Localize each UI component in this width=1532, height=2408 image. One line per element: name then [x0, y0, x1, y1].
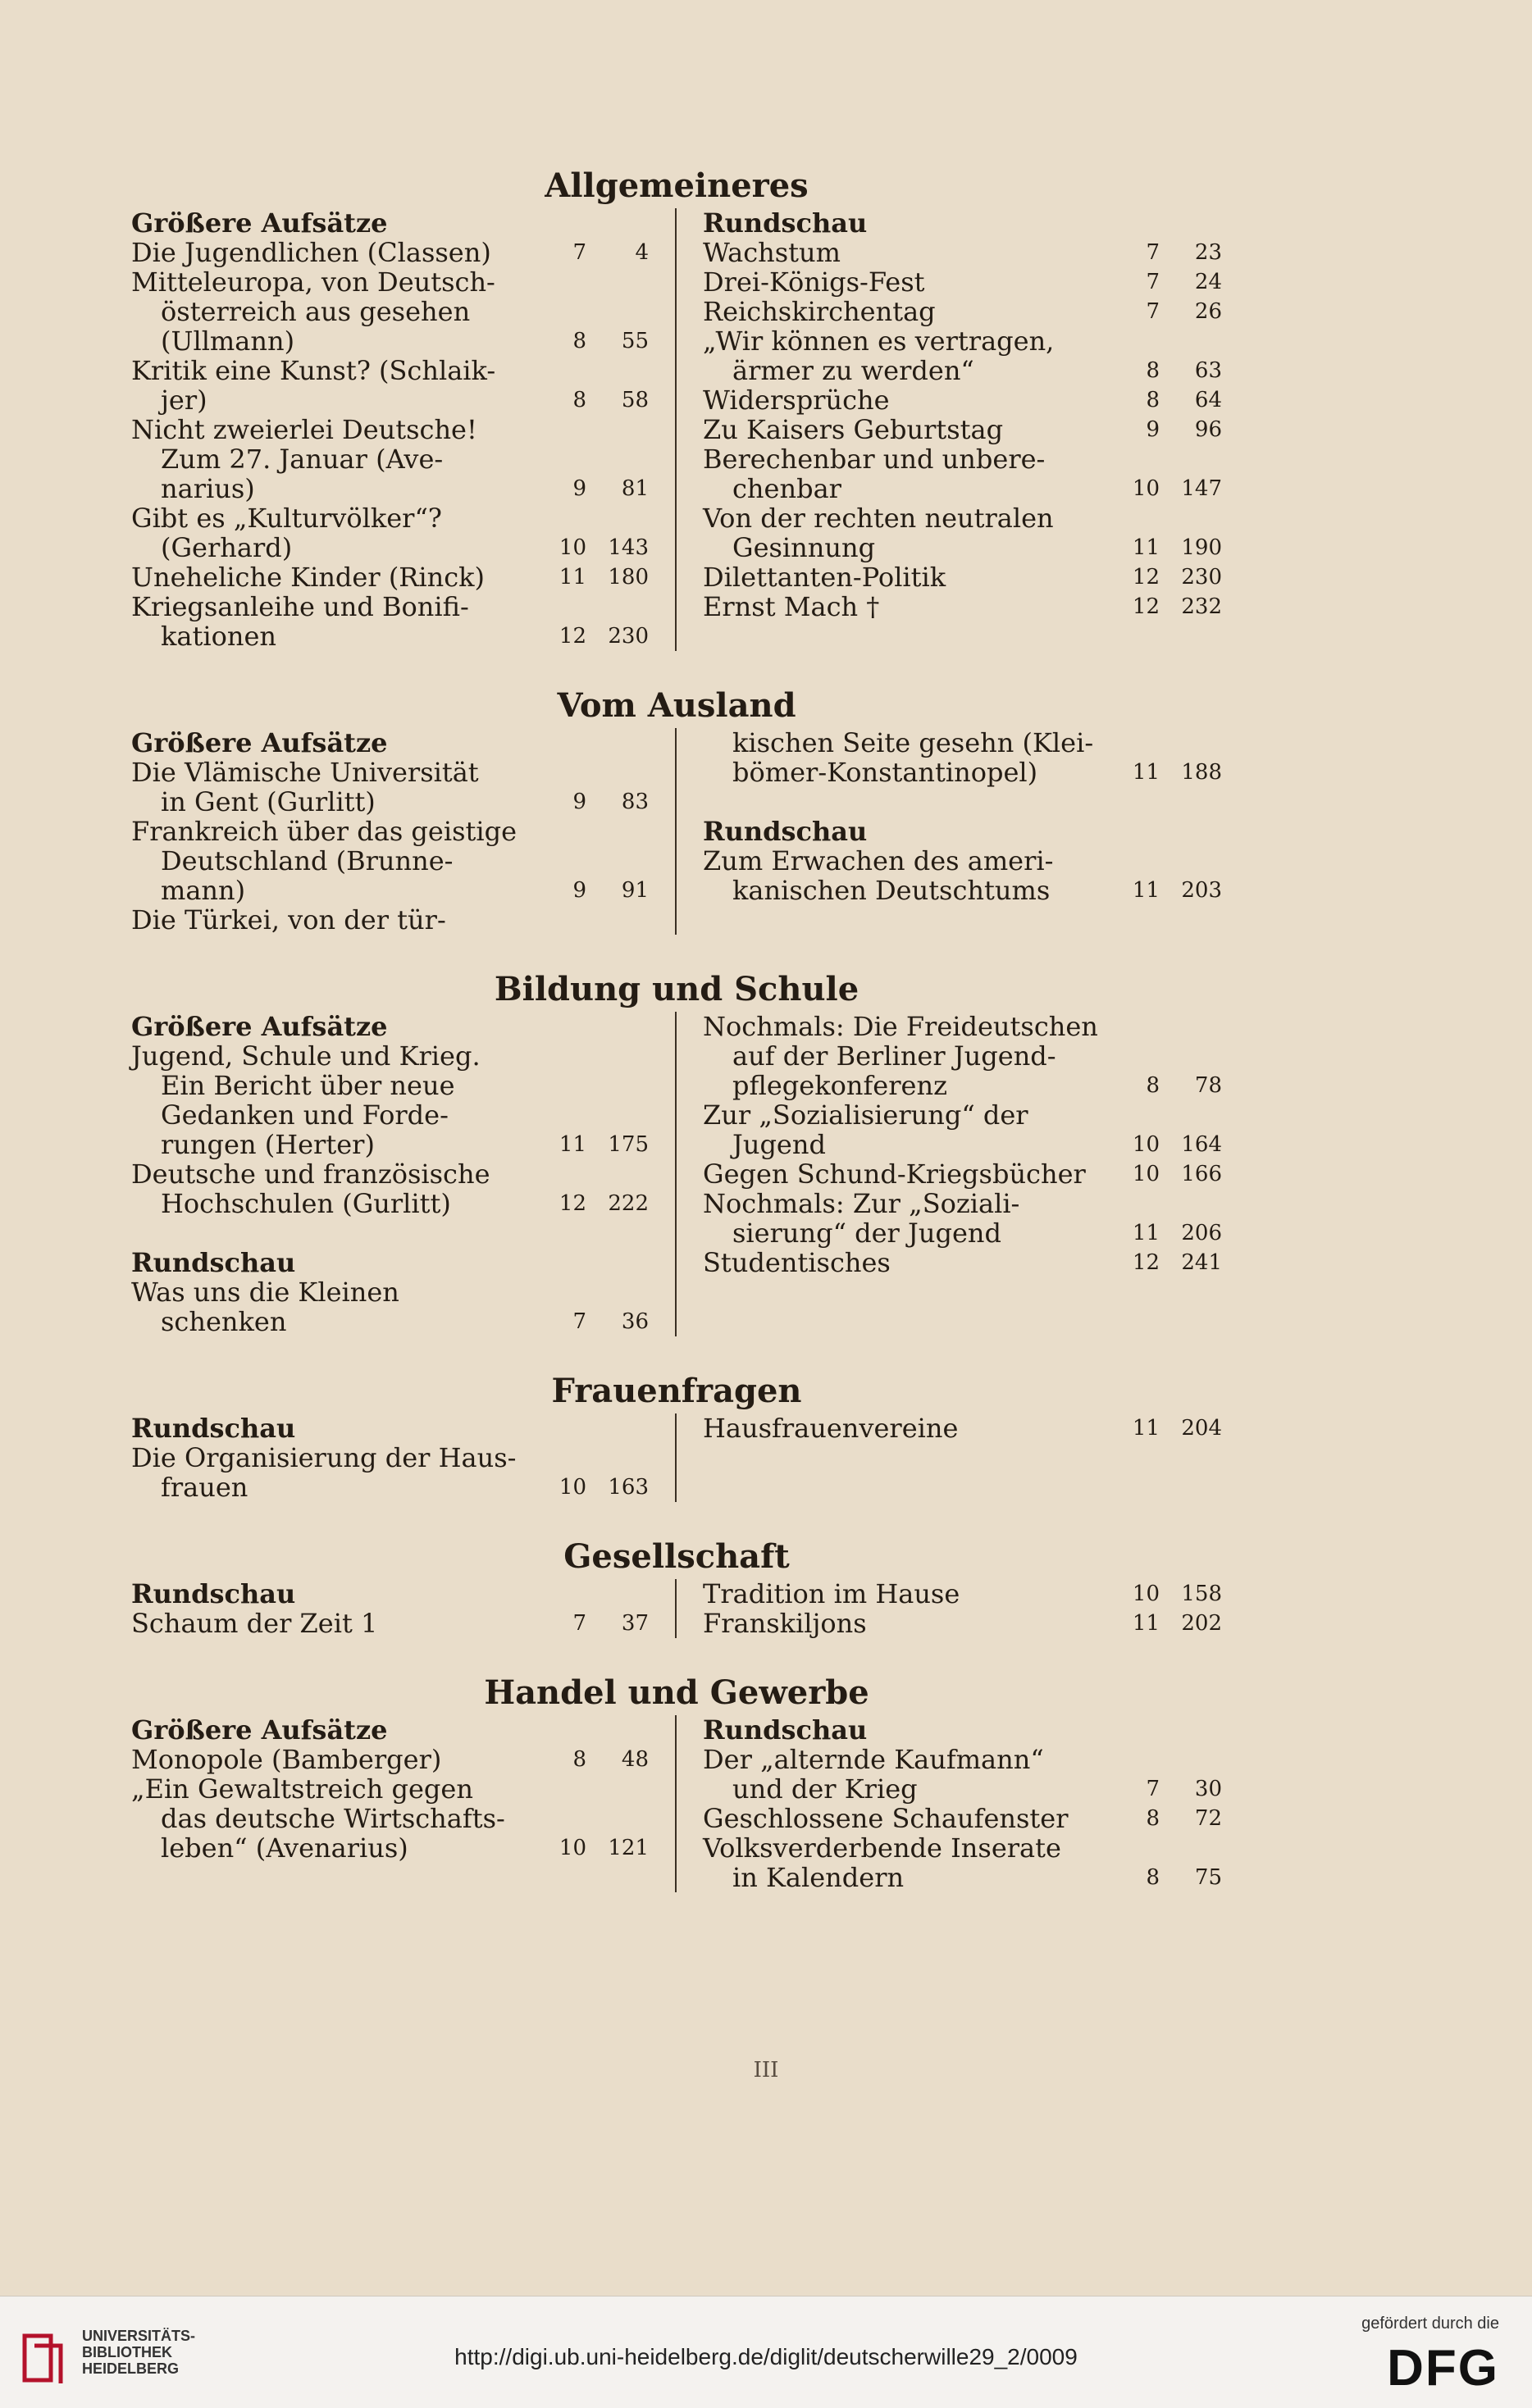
entry-title-line: rungen (Herter) — [161, 1129, 375, 1160]
right-column — [677, 1715, 1222, 1892]
entry-title — [131, 758, 540, 817]
entry-title — [703, 1248, 1114, 1277]
entry-title — [131, 415, 540, 503]
page-number: 241 — [1181, 1250, 1222, 1275]
toc-entry[interactable] — [131, 1159, 649, 1218]
issue-number: 12 — [559, 1191, 586, 1216]
issue-number: 8 — [1146, 1865, 1160, 1890]
toc-entry[interactable] — [703, 1413, 1222, 1443]
page-number: 78 — [1194, 1073, 1222, 1098]
entry-title — [703, 562, 1114, 592]
toc-section — [131, 684, 1222, 935]
issue-number: 9 — [572, 476, 586, 501]
entry-title-line: Reichskirchentag — [703, 296, 936, 327]
toc-entry[interactable] — [703, 238, 1222, 267]
issue-number: 12 — [559, 624, 586, 649]
entry-title-line: Wachstum — [703, 237, 841, 268]
toc-entry[interactable] — [703, 1248, 1222, 1277]
entry-title-line: Schaum der Zeit 1 — [131, 1608, 378, 1639]
entry-title-line: pflegekonferenz — [732, 1070, 947, 1101]
toc-entry[interactable] — [703, 1012, 1222, 1100]
entry-title-line: jer) — [161, 385, 207, 416]
entry-title-line: Tradition im Hause — [703, 1578, 960, 1609]
issue-number: 7 — [1146, 270, 1160, 294]
spacer — [131, 1218, 649, 1248]
entry-title — [703, 503, 1114, 562]
entry-title — [131, 1041, 540, 1159]
page-folio: III — [753, 2058, 779, 2083]
page-number: 230 — [608, 624, 649, 649]
entry-title — [703, 326, 1114, 385]
right-column — [677, 208, 1222, 651]
subsection-heading: Größere Aufsätze — [131, 207, 388, 239]
page-number: 4 — [635, 240, 649, 265]
section-columns — [131, 208, 1222, 651]
page-number: 121 — [608, 1836, 649, 1860]
issue-number: 11 — [1132, 1416, 1160, 1441]
entry-title — [131, 267, 540, 356]
toc-entry[interactable] — [703, 267, 1222, 297]
section-columns — [131, 728, 1222, 935]
entry-title-line: schenken — [161, 1306, 287, 1337]
subsection-heading: Rundschau — [703, 207, 868, 239]
section-title: Bildung und Schule — [494, 970, 859, 1008]
toc-entry[interactable] — [131, 1443, 649, 1502]
sponsor-caption: gefördert durch die — [1361, 2315, 1499, 2333]
entry-title-line: Jugend — [732, 1129, 826, 1160]
entry-title — [131, 1443, 540, 1502]
toc-section — [131, 1535, 1222, 1638]
page-number: 37 — [621, 1611, 649, 1636]
toc-entry[interactable] — [131, 503, 649, 562]
institution-line: UNIVERSITÄTS- — [82, 2328, 196, 2344]
toc-entry[interactable] — [131, 1041, 649, 1159]
entry-title-line: Gibt es „Kulturvölker“? — [131, 503, 442, 534]
page-number: 30 — [1194, 1777, 1222, 1801]
page-number: 24 — [1194, 270, 1222, 294]
entry-title — [703, 385, 1114, 415]
entry-title-line: Der „alternde Kaufmann“ — [703, 1744, 1044, 1775]
issue-number: 7 — [1146, 1777, 1160, 1801]
entry-title-line: Gesinnung — [732, 532, 876, 563]
toc-entry[interactable] — [131, 905, 649, 935]
toc-entry[interactable] — [131, 592, 649, 651]
toc-entry[interactable] — [703, 415, 1222, 444]
entry-title — [131, 1277, 540, 1336]
section-title: Frauenfragen — [551, 1372, 802, 1410]
entry-title-line: „Ein Gewaltstreich gegen — [131, 1773, 473, 1805]
entry-title-line: leben“ (Avenarius) — [161, 1832, 408, 1864]
issue-number: 8 — [1146, 1073, 1160, 1098]
entry-title-line: Gedanken und Forde- — [161, 1099, 449, 1131]
entry-title-line: Gegen Schund-Kriegsbücher — [703, 1158, 1086, 1190]
page-number: 232 — [1181, 594, 1222, 619]
institution-line: BIBLIOTHEK — [82, 2344, 172, 2360]
entry-title-line: und der Krieg — [732, 1773, 918, 1805]
left-column — [131, 1579, 677, 1638]
page-number: 64 — [1194, 388, 1222, 412]
issue-number: 11 — [1132, 1611, 1160, 1636]
toc-entry[interactable] — [131, 1774, 649, 1863]
page-number: 96 — [1194, 417, 1222, 442]
section-columns — [131, 1012, 1222, 1336]
issue-number: 8 — [1146, 358, 1160, 383]
entry-title — [703, 846, 1114, 905]
page-number: 203 — [1181, 878, 1222, 903]
entry-title — [703, 415, 1114, 444]
entry-title — [703, 267, 1114, 297]
entry-title — [131, 1609, 540, 1638]
entry-title — [131, 1159, 540, 1218]
entry-title-line: Uneheliche Kinder (Rinck) — [131, 562, 486, 593]
page-number: 158 — [1181, 1582, 1222, 1606]
entry-title-line: österreich aus gesehen — [161, 296, 471, 327]
section-columns — [131, 1579, 1222, 1638]
entry-title-line: Hochschulen (Gurlitt) — [161, 1188, 451, 1219]
entry-title-line: Kriegsanleihe und Bonifi- — [131, 591, 469, 622]
toc-entry[interactable] — [131, 758, 649, 817]
issue-number: 10 — [559, 535, 586, 560]
entry-title-line: „Wir können es vertragen, — [703, 325, 1055, 357]
toc-entry[interactable] — [703, 1100, 1222, 1159]
entry-title-line: Was uns die Kleinen — [131, 1277, 399, 1308]
entry-title-line: Jugend, Schule und Krieg. — [131, 1040, 481, 1072]
section-title: Gesellschaft — [563, 1537, 790, 1576]
page-number: 230 — [1181, 565, 1222, 589]
page-number: 36 — [621, 1309, 649, 1334]
entry-title-line: kischen Seite gesehn (Klei- — [732, 727, 1094, 758]
entry-title — [703, 1159, 1114, 1189]
entry-title-line: Zum Erwachen des ameri- — [703, 845, 1054, 876]
entry-title-line: kationen — [161, 621, 276, 652]
entry-title-line: Die Jugendlichen (Classen) — [131, 237, 491, 268]
issue-number: 9 — [572, 790, 586, 814]
page-number: 222 — [608, 1191, 649, 1216]
entry-title — [703, 1100, 1114, 1159]
entry-title — [703, 297, 1114, 326]
page-number: 75 — [1194, 1865, 1222, 1890]
entry-title — [131, 1774, 540, 1863]
entry-title-line: Nochmals: Die Freideutschen — [703, 1011, 1098, 1042]
entry-title — [131, 356, 540, 415]
entry-title — [703, 238, 1114, 267]
subsection-heading: Rundschau — [131, 1247, 296, 1278]
permalink-url[interactable]: http://digi.ub.uni-heidelberg.de/diglit/deutscherwille29_2/0009 — [454, 2344, 1078, 2369]
issue-number: 12 — [1132, 1250, 1160, 1275]
page-number: 204 — [1181, 1416, 1222, 1441]
viewer-footer — [0, 2296, 1532, 2408]
page-number: 163 — [608, 1475, 649, 1500]
issue-number: 8 — [1146, 1806, 1160, 1831]
entry-title-line: Franskiljons — [703, 1608, 867, 1639]
entry-title — [703, 1804, 1114, 1833]
page-number: 164 — [1181, 1132, 1222, 1157]
entry-title-line: sierung“ der Jugend — [732, 1218, 1001, 1249]
issue-number: 9 — [572, 878, 586, 903]
page-number: 175 — [608, 1132, 649, 1157]
page-number: 166 — [1181, 1162, 1222, 1186]
subsection-heading: Rundschau — [131, 1413, 296, 1444]
entry-title-line: Mitteleuropa, von Deutsch- — [131, 266, 495, 298]
issue-number: 7 — [1146, 240, 1160, 265]
page-number: 180 — [608, 565, 649, 589]
page-number: 143 — [608, 535, 649, 560]
toc-entry[interactable] — [131, 1277, 649, 1336]
page-number: 81 — [621, 476, 649, 501]
issue-number: 11 — [559, 1132, 586, 1157]
toc-entry[interactable] — [131, 1745, 649, 1774]
toc-entry[interactable] — [131, 356, 649, 415]
issue-number: 8 — [572, 1747, 586, 1772]
page-number: 91 — [621, 878, 649, 903]
issue-number: 7 — [1146, 299, 1160, 324]
entry-title-line: das deutsche Wirtschafts- — [161, 1803, 505, 1834]
entry-title-line: in Gent (Gurlitt) — [161, 786, 376, 817]
entry-title-line: kanischen Deutschtums — [732, 875, 1051, 906]
page-number: 202 — [1181, 1611, 1222, 1636]
entry-title-line: narius) — [161, 473, 255, 504]
toc-entry[interactable] — [703, 1833, 1222, 1892]
entry-title-line: (Ullmann) — [161, 325, 295, 357]
entry-title — [703, 444, 1114, 503]
toc-entry[interactable] — [131, 1609, 649, 1638]
entry-title — [703, 1012, 1114, 1100]
page-number: 72 — [1194, 1806, 1222, 1831]
issue-number: 10 — [1132, 1132, 1160, 1157]
entry-title-line: chenbar — [732, 473, 841, 504]
entry-title-line: frauen — [161, 1472, 248, 1503]
page-number: 58 — [621, 388, 649, 412]
entry-title — [703, 1609, 1114, 1638]
entry-title-line: auf der Berliner Jugend- — [732, 1040, 1056, 1072]
issue-number: 11 — [1132, 878, 1160, 903]
left-column — [131, 208, 677, 651]
issue-number: 11 — [559, 565, 586, 589]
entry-title-line: Monopole (Bamberger) — [131, 1744, 442, 1775]
toc-entry[interactable] — [703, 1189, 1222, 1248]
section-columns — [131, 1413, 1222, 1502]
entry-title — [703, 1189, 1114, 1248]
left-column — [131, 1715, 677, 1892]
dfg-logo[interactable]: DFG — [1387, 2340, 1499, 2397]
table-of-contents — [131, 164, 1222, 1892]
entry-title-line: Zur „Sozialisierung“ der — [703, 1099, 1028, 1131]
entry-title — [131, 503, 540, 562]
issue-number: 10 — [1132, 1582, 1160, 1606]
issue-number: 10 — [559, 1475, 586, 1500]
page-number: 206 — [1181, 1221, 1222, 1245]
page-number: 188 — [1181, 760, 1222, 785]
left-column — [131, 1413, 677, 1502]
issue-number: 12 — [1132, 565, 1160, 589]
issue-number: 10 — [559, 1836, 586, 1860]
issue-number: 12 — [1132, 594, 1160, 619]
entry-title-line: Kritik eine Kunst? (Schlaik- — [131, 355, 496, 386]
entry-title-line: in Kalendern — [732, 1862, 905, 1893]
toc-entry[interactable] — [131, 267, 649, 356]
entry-title-line: Ernst Mach † — [703, 591, 880, 622]
entry-title-line: Hausfrauenvereine — [703, 1413, 959, 1444]
toc-entry[interactable] — [703, 592, 1222, 621]
toc-section — [131, 967, 1222, 1336]
toc-entry[interactable] — [703, 562, 1222, 592]
entry-title-line: Frankreich über das geistige — [131, 816, 517, 847]
toc-section — [131, 1671, 1222, 1892]
entry-title-line: Die Türkei, von der tür- — [131, 904, 446, 935]
right-column — [677, 1413, 1222, 1502]
issue-number: 11 — [1132, 760, 1160, 785]
toc-section — [131, 164, 1222, 651]
right-column — [677, 1579, 1222, 1638]
entry-title — [131, 817, 540, 905]
issue-number: 11 — [1132, 535, 1160, 560]
toc-entry[interactable] — [703, 1804, 1222, 1833]
entry-title-line: Die Organisierung der Haus- — [131, 1442, 517, 1473]
section-title: Vom Ausland — [557, 686, 796, 725]
entry-title — [131, 238, 540, 267]
entry-title-line: Zum 27. Januar (Ave- — [161, 444, 444, 475]
entry-title-line: Dilettanten-Politik — [703, 562, 946, 593]
issue-number: 7 — [572, 1611, 586, 1636]
entry-title-line: Deutschland (Brunne- — [161, 845, 454, 876]
entry-title-line: mann) — [161, 875, 246, 906]
page-number: 83 — [621, 790, 649, 814]
right-column — [677, 728, 1222, 935]
page-number: 147 — [1181, 476, 1222, 501]
toc-entry[interactable] — [703, 444, 1222, 503]
entry-title-line: Studentisches — [703, 1247, 891, 1278]
left-column — [131, 1012, 677, 1336]
issue-number: 7 — [572, 240, 586, 265]
toc-entry[interactable] — [703, 1745, 1222, 1804]
entry-title — [703, 1413, 1114, 1443]
issue-number: 8 — [572, 329, 586, 353]
section-columns — [131, 1715, 1222, 1892]
toc-entry[interactable] — [131, 415, 649, 503]
issue-number: 10 — [1132, 1162, 1160, 1186]
toc-entry[interactable] — [703, 1159, 1222, 1189]
entry-title — [703, 1745, 1114, 1804]
entry-title-line: Nicht zweierlei Deutsche! — [131, 414, 477, 445]
entry-title-line: Deutsche und französische — [131, 1158, 490, 1190]
entry-title-line: Die Vlämische Universität — [131, 757, 479, 788]
entry-title-line: Berechenbar und unbere- — [703, 444, 1046, 475]
subsection-heading: Rundschau — [703, 1714, 868, 1746]
entry-title-line: Nochmals: Zur „Soziali- — [703, 1188, 1020, 1219]
toc-entry[interactable] — [703, 728, 1222, 787]
issue-number: 9 — [1146, 417, 1160, 442]
subsection-heading: Größere Aufsätze — [131, 1011, 388, 1042]
issue-number: 8 — [572, 388, 586, 412]
entry-title-line: ärmer zu werden“ — [732, 355, 974, 386]
page-number: 48 — [621, 1747, 649, 1772]
toc-entry[interactable] — [131, 562, 649, 592]
subsection-heading: Rundschau — [131, 1578, 296, 1609]
entry-title-line: Ein Bericht über neue — [161, 1070, 455, 1101]
left-column — [131, 728, 677, 935]
subsection-heading: Größere Aufsätze — [131, 727, 388, 758]
section-title: Allgemeineres — [545, 166, 809, 205]
section-title: Handel und Gewerbe — [484, 1673, 869, 1712]
entry-title-line: bömer-Konstantinopel) — [732, 757, 1038, 788]
entry-title — [703, 728, 1114, 787]
page-number: 190 — [1181, 535, 1222, 560]
entry-title-line: Geschlossene Schaufenster — [703, 1803, 1069, 1834]
toc-entry[interactable] — [703, 385, 1222, 415]
page-number: 26 — [1194, 299, 1222, 324]
toc-entry[interactable] — [703, 503, 1222, 562]
issue-number: 7 — [572, 1309, 586, 1334]
toc-entry[interactable] — [703, 1609, 1222, 1638]
entry-title-line: Von der rechten neutralen — [703, 503, 1054, 534]
page-number: 23 — [1194, 240, 1222, 265]
entry-title-line: Volksverderbende Inserate — [703, 1832, 1061, 1864]
toc-entry[interactable] — [703, 846, 1222, 905]
issue-number: 10 — [1132, 476, 1160, 501]
entry-title-line: Widersprüche — [703, 385, 890, 416]
toc-entry[interactable] — [703, 297, 1222, 326]
toc-entry[interactable] — [703, 1579, 1222, 1609]
subsection-heading: Größere Aufsätze — [131, 1714, 388, 1746]
institution-line: HEIDELBERG — [82, 2360, 180, 2377]
entry-title-line: (Gerhard) — [161, 532, 293, 563]
subsection-heading: Rundschau — [703, 816, 868, 847]
entry-title — [131, 592, 540, 651]
right-column — [677, 1012, 1222, 1336]
entry-title — [131, 562, 540, 592]
spacer — [703, 787, 1222, 817]
entry-title — [703, 1833, 1114, 1892]
toc-entry[interactable] — [131, 817, 649, 905]
entry-title — [131, 905, 540, 935]
entry-title-line: Zu Kaisers Geburtstag — [703, 414, 1004, 445]
issue-number: 8 — [1146, 388, 1160, 412]
toc-entry[interactable] — [131, 238, 649, 267]
entry-title — [703, 592, 1114, 621]
issue-number: 11 — [1132, 1221, 1160, 1245]
entry-title — [703, 1579, 1114, 1609]
toc-section — [131, 1369, 1222, 1502]
page-number: 55 — [621, 329, 649, 353]
page-number: 63 — [1194, 358, 1222, 383]
entry-title — [131, 1745, 540, 1774]
entry-title-line: Drei-Königs-Fest — [703, 266, 925, 298]
toc-entry[interactable] — [703, 326, 1222, 385]
